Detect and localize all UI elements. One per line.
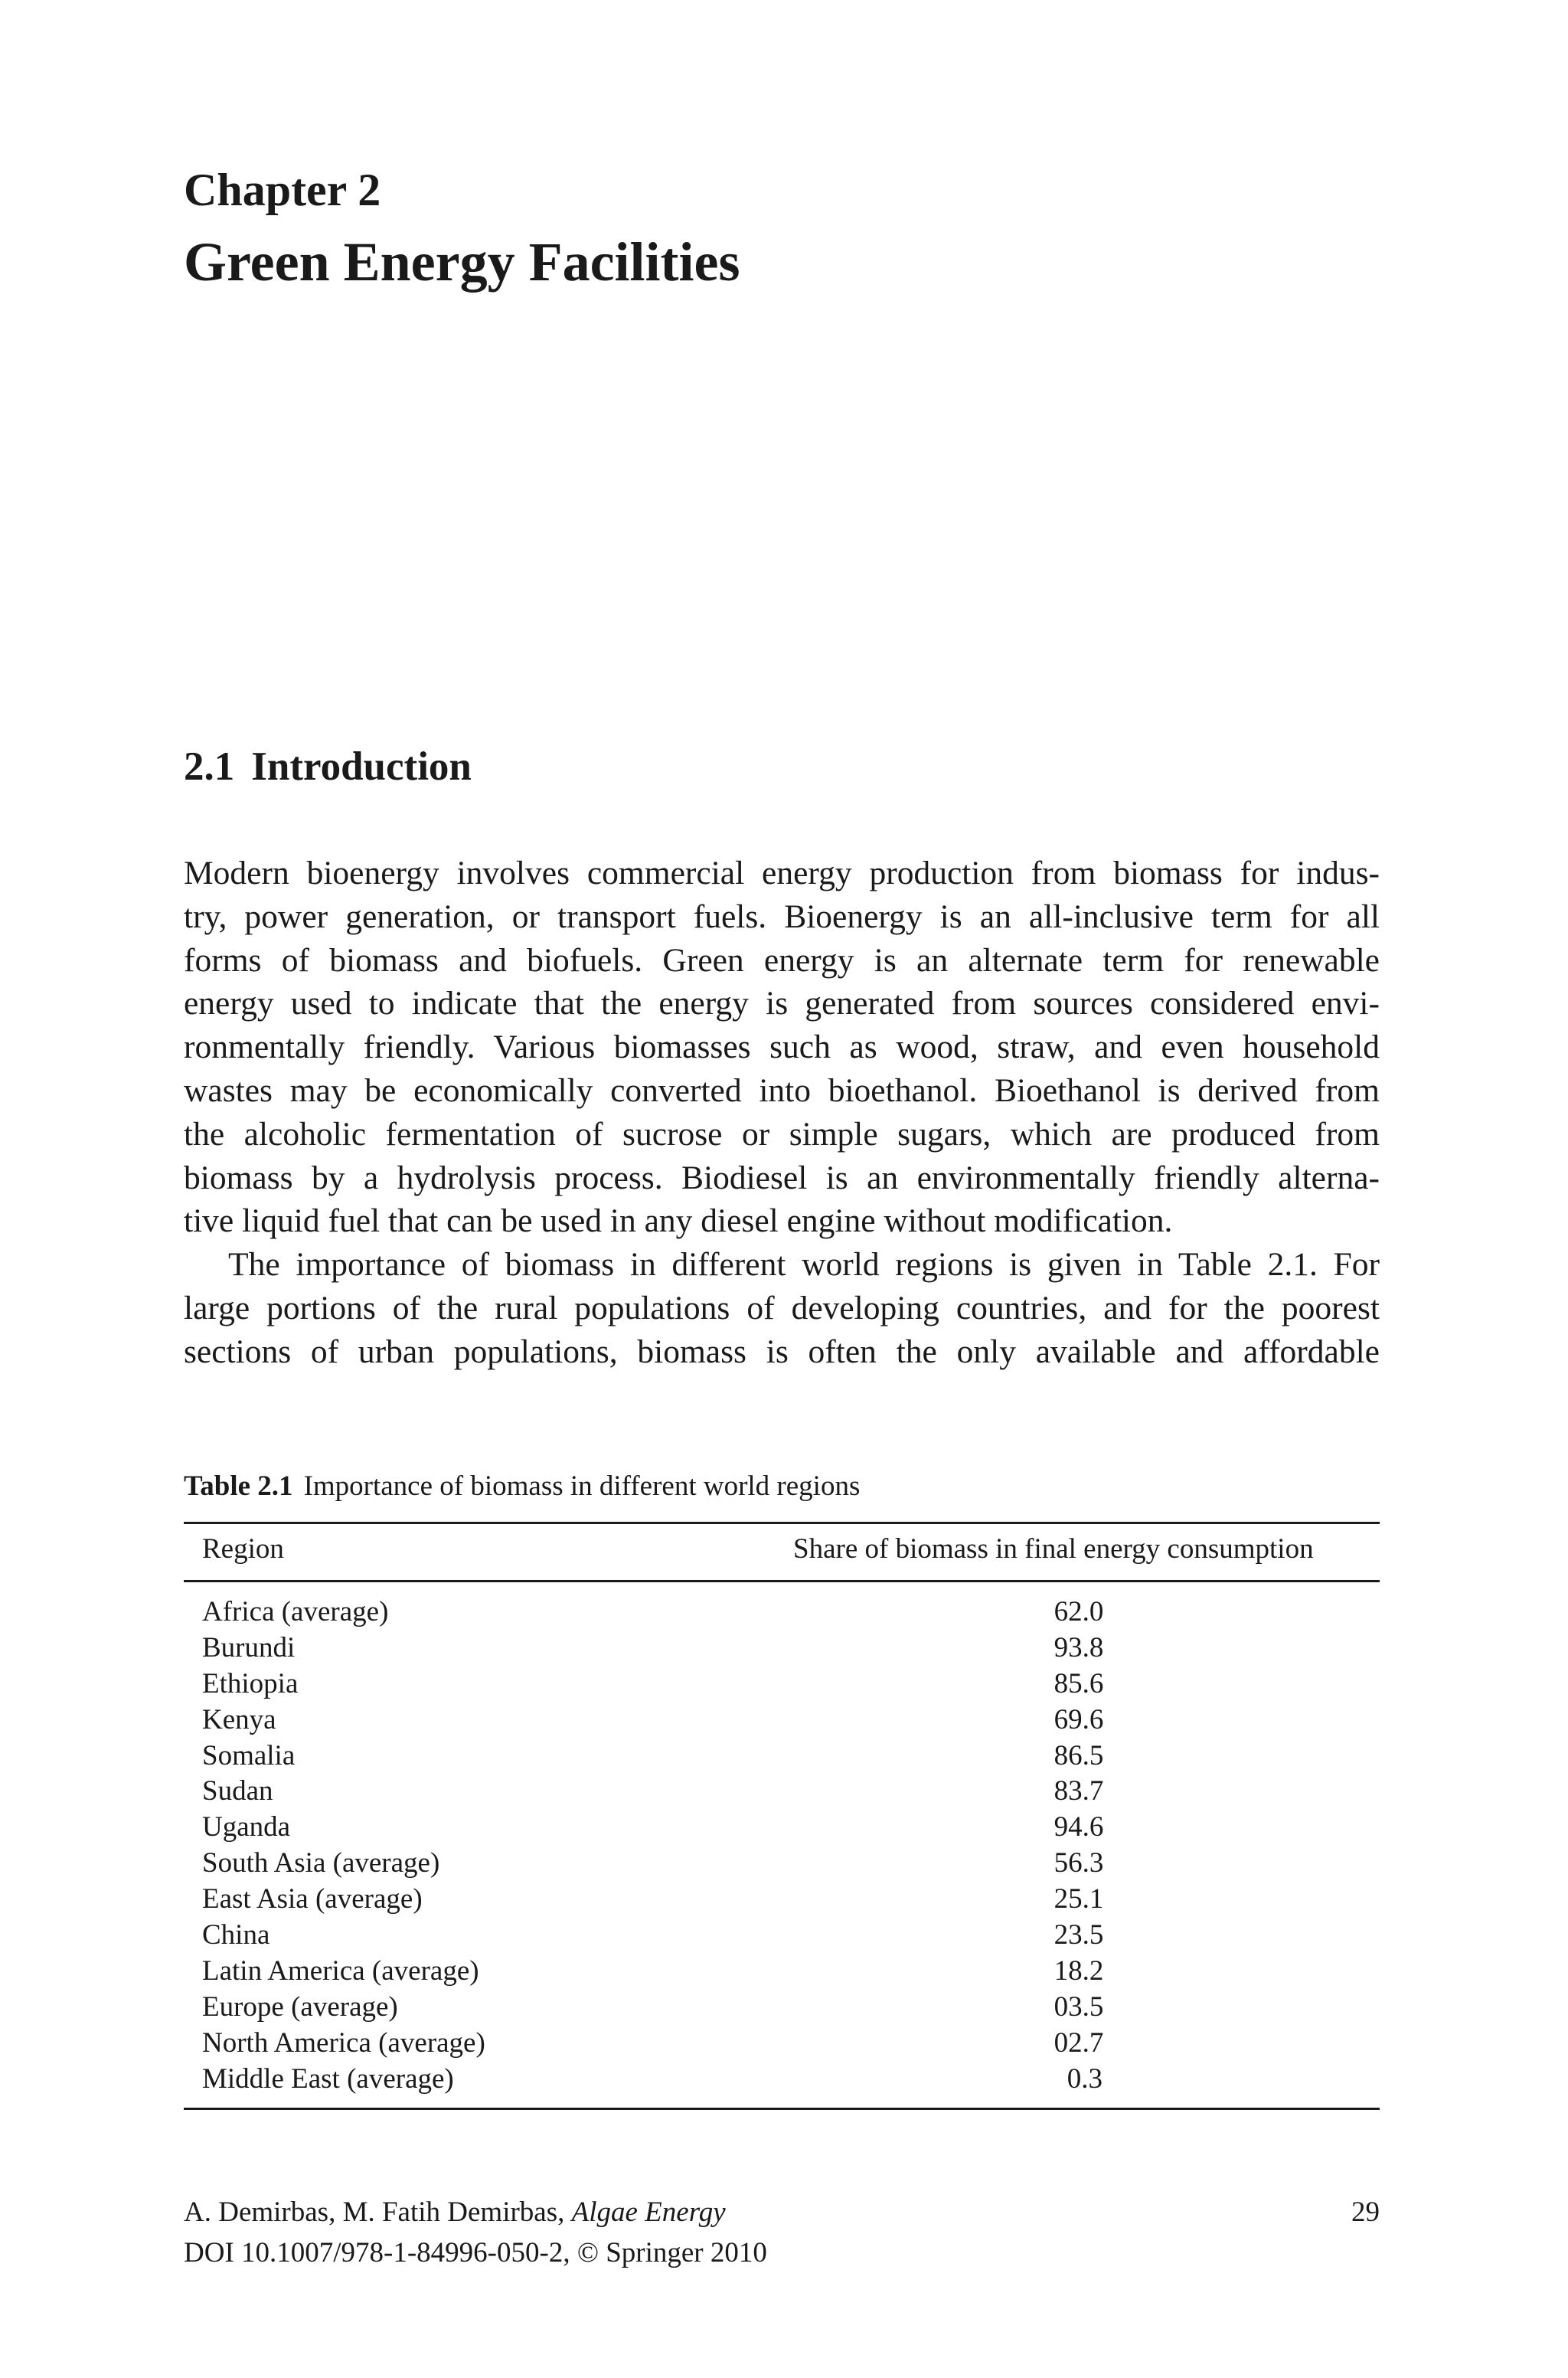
cell-region: North America (average): [202, 2026, 485, 2059]
table-row: [202, 1954, 1351, 1990]
table-row: [202, 1774, 1351, 1810]
text-line: try, power generation, or transport fuels. Bioenergy is an all-inclusive term for all: [184, 898, 1380, 935]
page-number: 29: [1351, 2196, 1380, 2228]
cell-region: Latin America (average): [202, 1954, 479, 1987]
footer-citation: [184, 2192, 767, 2273]
cell-value: 02.7: [1054, 2026, 1104, 2059]
cell-value: 25.1: [1054, 1883, 1104, 1915]
table-row: [202, 1631, 1351, 1667]
cell-value: 62.0: [1054, 1596, 1104, 1627]
chapter-title: Green Energy Facilities: [184, 231, 740, 293]
cell-region: Middle East (average): [202, 2062, 454, 2095]
cell-region: Africa (average): [202, 1596, 389, 1627]
cell-value: 23.5: [1054, 1919, 1104, 1951]
table-row: [202, 1810, 1351, 1846]
table-bottom-rule: [184, 2108, 1380, 2110]
paragraph: [184, 852, 1380, 1243]
text-line: Modern bioenergy involves commercial energy production from biomass for indus-: [184, 855, 1380, 891]
cell-value: 94.6: [1054, 1811, 1104, 1843]
cell-region: Europe (average): [202, 1990, 398, 2023]
section-number: 2.1: [184, 744, 235, 789]
cell-region: Somalia: [202, 1739, 296, 1771]
table-row: [202, 1846, 1351, 1882]
section-heading: [184, 744, 472, 789]
table-row: [202, 1882, 1351, 1918]
cell-value: 85.6: [1054, 1667, 1104, 1699]
cell-value: 69.6: [1054, 1703, 1104, 1735]
cell-value: 18.2: [1054, 1954, 1104, 1987]
table-row: [202, 1918, 1351, 1954]
text-line: wastes may be economically converted into bioethanol. Bioethanol is derived from: [184, 1071, 1380, 1109]
cell-region: Sudan: [202, 1775, 273, 1807]
table-caption-text: Importance of biomass in different world regions: [303, 1470, 861, 1502]
table-header-rule: [184, 1580, 1380, 1582]
table-row: [202, 1739, 1351, 1775]
header-region: Region: [202, 1533, 284, 1565]
table-row: [202, 2026, 1351, 2062]
table-row: [202, 1703, 1351, 1739]
cell-region: Uganda: [202, 1811, 291, 1843]
footer-authors: A. Demirbas, M. Fatih Demirbas,: [184, 2196, 572, 2228]
table-row: [202, 1667, 1351, 1703]
text-line: The importance of biomass in different world regions is given in Table 2.1. For: [228, 1246, 1380, 1284]
text-line: energy used to indicate that the energy is generated from sources considered envi-: [184, 985, 1380, 1022]
table-caption: [184, 1472, 860, 1500]
cell-region: Burundi: [202, 1631, 296, 1663]
table-top-rule: [184, 1522, 1380, 1524]
table-body: [202, 1595, 1351, 2097]
cell-value: 03.5: [1054, 1990, 1104, 2023]
cell-value: 0.3: [1067, 2062, 1102, 2095]
header-share: Share of biomass in final energy consumption: [793, 1533, 1314, 1565]
table-label: Table 2.1: [184, 1470, 293, 1502]
text-line: the alcoholic fermentation of sucrose or simple sugars, which are produced from: [184, 1115, 1380, 1153]
footer-book-title: Algae Energy: [571, 2196, 726, 2228]
text-line: forms of biomass and biofuels. Green energy is an alternate term for renewable: [184, 941, 1380, 979]
text-line: ronmentally friendly. Various biomasses such as wood, straw, and even household: [184, 1029, 1380, 1066]
text-line: tive liquid fuel that can be used in any diesel engine without modification.: [184, 1202, 1173, 1240]
cell-region: China: [202, 1919, 270, 1951]
cell-region: Ethiopia: [202, 1667, 299, 1699]
cell-value: 93.8: [1054, 1631, 1104, 1663]
cell-region: Kenya: [202, 1703, 276, 1735]
cell-value: 83.7: [1054, 1775, 1104, 1807]
text-line: biomass by a hydrolysis process. Biodiesel is an environmentally friendly alterna-: [184, 1159, 1380, 1196]
cell-region: East Asia (average): [202, 1883, 423, 1915]
text-line: sections of urban populations, biomass is often the only available and affordable: [184, 1333, 1380, 1370]
table-row: [202, 2062, 1351, 2098]
section-title: Introduction: [251, 744, 472, 789]
table-row: [202, 1990, 1351, 2026]
footer-authors-line: [184, 2192, 767, 2232]
text-line: large portions of the rural populations of developing countries, and for the poorest: [184, 1289, 1380, 1326]
cell-region: South Asia (average): [202, 1847, 440, 1879]
footer-doi: DOI 10.1007/978-1-84996-050-2, © Springer 2010: [184, 2237, 767, 2268]
table-row: [202, 1595, 1351, 1631]
cell-value: 56.3: [1054, 1847, 1104, 1879]
chapter-label: Chapter 2: [184, 165, 381, 215]
paragraph: [184, 1243, 1380, 1373]
body-text: [184, 852, 1380, 1374]
cell-value: 86.5: [1054, 1739, 1104, 1771]
